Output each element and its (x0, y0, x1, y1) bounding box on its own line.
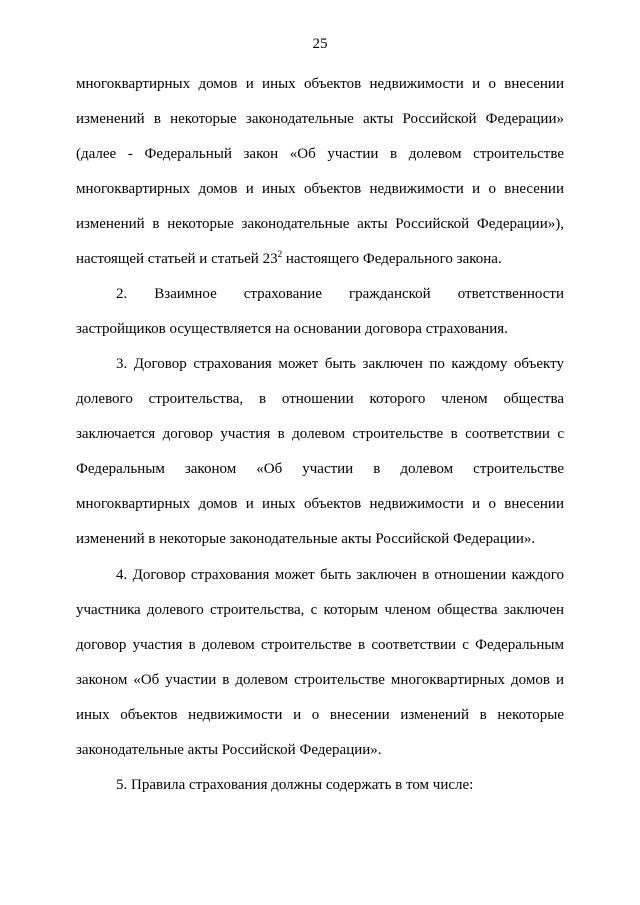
text-line: Федеральным законом «Об участии в долевом строительстве (76, 461, 564, 477)
text-line: договор участия в долевом строительстве в соответствии с Федеральным (76, 637, 564, 653)
text-line: (далее - Федеральный закон «Об участии в долевом строительстве (76, 146, 564, 162)
text-line: долевого строительства, в отношении которого членом общества (76, 391, 564, 407)
text-line: заключается договор участия в долевом строительстве в соответствии с (76, 426, 564, 442)
superscript: 2 (277, 249, 283, 259)
text-line: иных объектов недвижимости и о внесении изменений в некоторые (76, 707, 564, 723)
paragraph-first-line: 4. Договор страхования может быть заключен в отношении каждого (116, 567, 564, 583)
text-line: многоквартирных домов и иных объектов недвижимости и о внесении (76, 496, 564, 512)
text-line: изменений в некоторые законодательные акты Российской Федерации» (76, 111, 564, 127)
text-line (76, 249, 564, 269)
text-line: застройщиков осуществляется на основании договора страхования. (76, 321, 508, 337)
text-line: законом «Об участии в долевом строительстве многоквартирных домов и (76, 672, 564, 688)
text-line: изменений в некоторые законодательные акты Российской Федерации». (76, 531, 536, 547)
paragraph-first-line: 3. Договор страхования может быть заключен по каждому объекту (116, 356, 564, 372)
text-line: многоквартирных домов и иных объектов недвижимости и о внесении (76, 76, 564, 92)
paragraph-first-line: 2. Взаимное страхование гражданской ответственности (116, 286, 564, 302)
text-line: многоквартирных домов и иных объектов недвижимости и о внесении (76, 181, 564, 197)
text-segment: настоящего Федерального закона. (282, 251, 502, 267)
text-line: участника долевого строительства, с которым членом общества заключен (76, 602, 564, 618)
page-number: 25 (312, 36, 328, 52)
text-segment: настоящей статьей и статьей 23 (76, 251, 278, 267)
text-line: изменений в некоторые законодательные акты Российской Федерации»), (76, 216, 564, 232)
paragraph-first-line: 5. Правила страхования должны содержать в том числе: (116, 777, 474, 793)
text-line: законодательные акты Российской Федерации». (76, 742, 382, 758)
